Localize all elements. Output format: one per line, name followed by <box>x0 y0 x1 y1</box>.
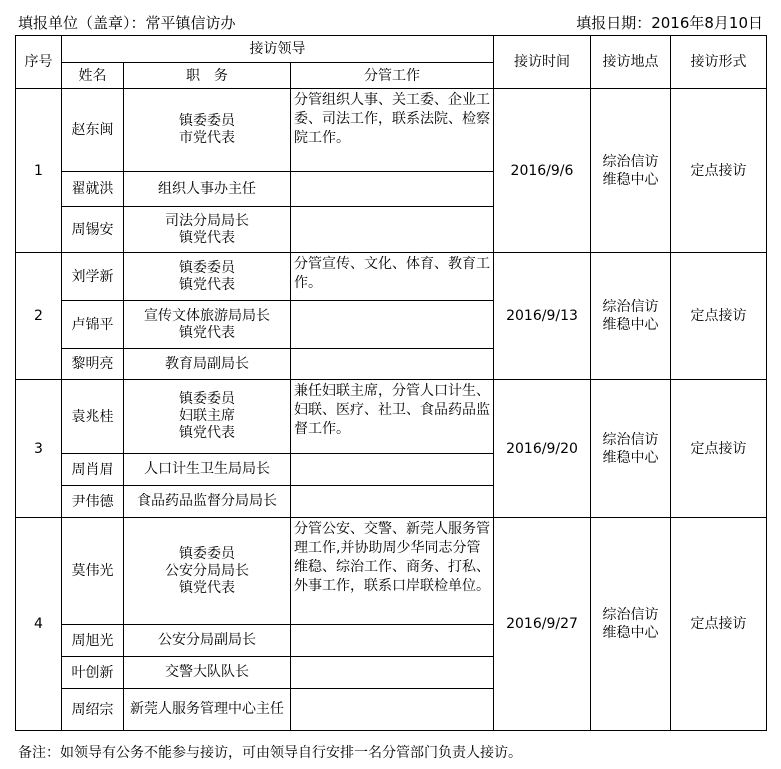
date-label: 填报日期：2016年8月10日 <box>576 14 763 32</box>
header-seq: 序号 <box>16 36 62 89</box>
table-row <box>16 518 767 625</box>
reception-place: 综治信访 维稳中心 <box>591 380 671 518</box>
leader-name: 翟就洪 <box>62 172 124 207</box>
leader-duty: 镇委委员 妇联主席 镇党代表 <box>124 380 291 454</box>
leader-name: 周旭光 <box>62 625 124 657</box>
reception-time: 2016/9/6 <box>494 89 591 253</box>
seq-cell: 3 <box>16 380 62 518</box>
reception-schedule-table <box>15 35 767 731</box>
header-place: 接访地点 <box>591 36 671 89</box>
reception-time: 2016/9/20 <box>494 380 591 518</box>
reception-form: 定点接访 <box>671 518 767 731</box>
leader-work: 分管公安、交警、新莞人服务管理工作,并协助周少华同志分管维稳、综治工作、商务、打私、外事工作，联系口岸联检单位。 <box>291 518 494 625</box>
table-row <box>16 253 767 301</box>
reception-time: 2016/9/27 <box>494 518 591 731</box>
leader-work <box>291 349 494 380</box>
leader-duty: 镇委委员 镇党代表 <box>124 253 291 301</box>
leader-work: 分管组织人事、关工委、企业工委、司法工作，联系法院、检察院工作。 <box>291 89 494 172</box>
reception-place: 综治信访 维稳中心 <box>591 518 671 731</box>
reception-place: 综治信访 维稳中心 <box>591 89 671 253</box>
leader-name: 黎明亮 <box>62 349 124 380</box>
leader-work <box>291 625 494 657</box>
header-time: 接访时间 <box>494 36 591 89</box>
leader-name: 袁兆桂 <box>62 380 124 454</box>
unit-label: 填报单位（盖章）：常平镇信访办 <box>18 14 236 32</box>
leader-duty: 组织人事办主任 <box>124 172 291 207</box>
seq-cell: 4 <box>16 518 62 731</box>
leader-duty: 公安分局副局长 <box>124 625 291 657</box>
leader-work <box>291 486 494 518</box>
header-duty: 职 务 <box>124 63 291 89</box>
leader-name: 叶创新 <box>62 657 124 689</box>
header-leader-group: 接访领导 <box>62 36 494 63</box>
leader-name: 尹伟德 <box>62 486 124 518</box>
leader-work <box>291 454 494 486</box>
header-form: 接访形式 <box>671 36 767 89</box>
footnote: 备注：如领导有公务不能参与接访，可由领导自行安排一名分管部门负责人接访。 <box>18 745 522 761</box>
leader-work <box>291 689 494 731</box>
header-name: 姓名 <box>62 63 124 89</box>
seq-cell: 2 <box>16 253 62 380</box>
leader-name: 莫伟光 <box>62 518 124 625</box>
reception-time: 2016/9/13 <box>494 253 591 380</box>
leader-name: 卢锦平 <box>62 301 124 349</box>
reception-place: 综治信访 维稳中心 <box>591 253 671 380</box>
leader-work <box>291 172 494 207</box>
reception-form: 定点接访 <box>671 380 767 518</box>
leader-duty: 镇委委员 市党代表 <box>124 89 291 172</box>
leader-work <box>291 301 494 349</box>
seq-cell: 1 <box>16 89 62 253</box>
leader-duty: 新莞人服务管理中心主任 <box>124 689 291 731</box>
leader-duty: 人口计生卫生局局长 <box>124 454 291 486</box>
leader-work <box>291 207 494 253</box>
table-row <box>16 380 767 454</box>
header-work: 分管工作 <box>291 63 494 89</box>
leader-duty: 食品药品监督分局局长 <box>124 486 291 518</box>
report-header <box>18 10 763 34</box>
leader-name: 周锡安 <box>62 207 124 253</box>
leader-duty: 教育局副局长 <box>124 349 291 380</box>
leader-duty: 交警大队队长 <box>124 657 291 689</box>
leader-duty: 司法分局局长 镇党代表 <box>124 207 291 253</box>
leader-name: 刘学新 <box>62 253 124 301</box>
table-row <box>16 89 767 172</box>
leader-name: 周绍宗 <box>62 689 124 731</box>
reception-form: 定点接访 <box>671 89 767 253</box>
leader-work <box>291 657 494 689</box>
leader-duty: 宣传文体旅游局局长 镇党代表 <box>124 301 291 349</box>
reception-form: 定点接访 <box>671 253 767 380</box>
leader-work: 兼任妇联主席，分管人口计生、妇联、医疗、社卫、食品药品监督工作。 <box>291 380 494 454</box>
leader-duty: 镇委委员 公安分局局长 镇党代表 <box>124 518 291 625</box>
leader-work: 分管宣传、文化、体育、教育工作。 <box>291 253 494 301</box>
leader-name: 周肖眉 <box>62 454 124 486</box>
leader-name: 赵东闽 <box>62 89 124 172</box>
